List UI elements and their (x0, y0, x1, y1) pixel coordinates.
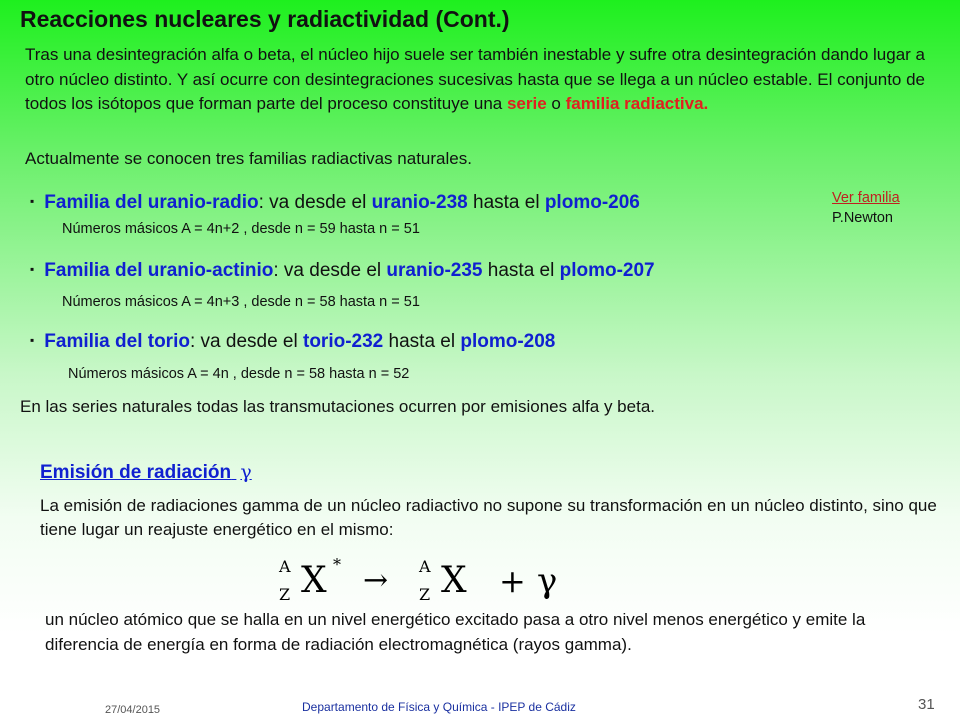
bullet-icon: ▪ (30, 194, 35, 208)
family-uranio-radio-mass-numbers: Números másicos A = 4n+2 , desde n = 59 hasta n = 51 (62, 221, 420, 237)
family-text: : va desde el (273, 260, 387, 281)
intro-sentence-2: Actualmente se conocen tres familias radiactivas naturales. (25, 149, 472, 168)
family-uranio-actinio (30, 260, 655, 282)
eq-element: X (441, 560, 467, 601)
family-start: uranio-238 (371, 192, 468, 213)
family-text: hasta el (467, 192, 545, 213)
gamma-heading (40, 461, 252, 484)
family-name: Familia del uranio-actinio (44, 260, 274, 281)
gamma-equation (275, 548, 575, 612)
family-start: uranio-235 (386, 260, 483, 281)
gamma-paragraph-2: un núcleo atómico que se halla en un nivel energético excitado pasa a otro nivel menos energético y emite la diferencia de energía en forma de radiación electromagnética (rayos gamma). (45, 610, 866, 654)
side-link-box (832, 188, 900, 228)
conclusion-text: En las series naturales todas las transmutaciones ocurren por emisiones alfa y beta. (20, 397, 655, 416)
eq-atomic-number: Z (279, 585, 291, 604)
term-familia-radiactiva: familia radiactiva. (565, 94, 709, 113)
family-text: hasta el (383, 331, 461, 352)
family-text: : va desde el (189, 331, 303, 352)
eq-plus: + (499, 562, 526, 600)
family-text: hasta el (482, 260, 560, 281)
slide-title: Reacciones nucleares y radiactividad (Cont.) (20, 6, 510, 32)
eq-arrow: → (363, 563, 389, 598)
family-name: Familia del torio (44, 331, 190, 352)
intro-o: o (546, 94, 566, 113)
eq-mass-number: A (419, 557, 431, 576)
bullet-icon: ▪ (30, 333, 35, 347)
link-caption: P.Newton (832, 210, 893, 226)
family-uranio-actinio-mass-numbers: Números másicos A = 4n+3 , desde n = 58 hasta n = 51 (62, 294, 420, 310)
family-text: : va desde el (258, 192, 372, 213)
intro-paragraph (25, 43, 925, 117)
intro-text: Tras una desintegración alfa o beta, el núcleo hijo suele ser también inestable y sufre otra desintegración dando lugar a otro núcleo distinto. Y así ocurre con desintegraciones sucesivas hasta que se llega a un núcleo estable. El conjunto de todos los isótopos que forman parte del proceso constituye una (25, 45, 926, 113)
family-uranio-radio (30, 192, 640, 214)
family-torio (30, 331, 555, 353)
family-start: torio-232 (303, 331, 384, 352)
eq-gamma: γ (537, 561, 558, 601)
family-end: plomo-207 (559, 260, 655, 281)
bullet-icon: ▪ (30, 262, 35, 276)
family-end: plomo-206 (544, 192, 640, 213)
eq-excited-star: * (333, 555, 341, 574)
footer-date: 27/04/2015 (105, 704, 161, 716)
slide-number: 31 (918, 696, 935, 713)
eq-mass-number: A (279, 557, 291, 576)
family-end: plomo-208 (460, 331, 556, 352)
gamma-heading-text: Emisión de radiación (40, 462, 232, 483)
family-name: Familia del uranio-radio (44, 192, 259, 213)
eq-atomic-number: Z (419, 585, 431, 604)
gamma-paragraph-1: La emisión de radiaciones gamma de un núcleo radiactivo no supone su transformación en un núcleo distinto, sino que tiene lugar un reajuste energético en el mismo: (40, 496, 937, 539)
family-torio-mass-numbers: Números másicos A = 4n , desde n = 58 hasta n = 52 (68, 366, 410, 382)
ver-familia-link[interactable]: Ver familia (832, 190, 900, 206)
eq-element: X (301, 560, 327, 601)
gamma-symbol: γ (240, 461, 252, 483)
footer-department: Departamento de Física y Química - IPEP de Cádiz (302, 700, 576, 714)
term-serie: serie (506, 94, 547, 113)
